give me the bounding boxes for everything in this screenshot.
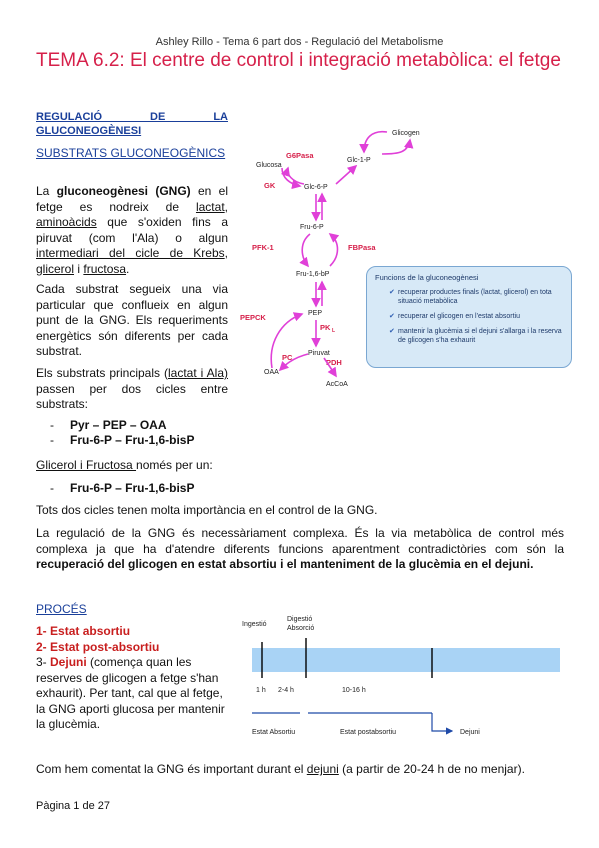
metabolite-oaa: OAA [264, 369, 279, 376]
states-list [36, 624, 226, 733]
metabolite-glc6p: Glc-6-P [304, 184, 328, 191]
metabolite-fru6p: Fru-6-P [300, 224, 324, 231]
paragraph-pathways: Cada substrat segueix una via particular que conflueix en algun punt de la GNG. Els requeriments energètics són diferents per cada substrat. [36, 282, 228, 358]
function-item: ✔ mantenir la glucèmia si el dejuni s'allarga i la reserva de glicogen s'ha exhaurit [389, 328, 562, 344]
list-item: - Fru-6-P – Fru-1,6-bisP [50, 433, 195, 447]
process-title: PROCÉS [36, 602, 87, 616]
cycle-list [36, 418, 236, 448]
metabolite-pep: PEP [308, 310, 323, 317]
time-2-4h: 2-4 h [278, 687, 294, 694]
state-absorptive: 1- Estat absortiu [36, 624, 131, 638]
enzyme-pc: PC [282, 353, 293, 362]
arrow-glycogen-glc1p [364, 132, 387, 152]
check-icon: ✔ [389, 289, 395, 296]
timeline-bar [252, 648, 560, 672]
enzyme-fbpasa: FBPasa [348, 243, 376, 252]
enzyme-pdh: PDH [326, 358, 342, 367]
enzyme-pepck: PEPCK [240, 313, 266, 322]
paragraph-complexity: La regulació de la GNG és necessàriament complexa. És la via metabòlica de control més complexa ja que ha d'atendre diferents funcions aparentment contradictòries com són la recuperació del glicogen en estat absortiu i el manteniment de la glucèmia en el dejuni. [36, 526, 564, 571]
function-item: ✔ recuperar el glicogen en l'estat absortiu [389, 313, 520, 320]
subsection-title: SUBSTRATS GLUCONEOGÈNICS [36, 146, 226, 160]
functions-box [366, 266, 572, 368]
arrow-fbpasa [330, 234, 338, 266]
function-item: ✔ recuperar productes finals (lactat, glicerol) en tota situació metabòlica [389, 289, 552, 305]
state-label-dejuni: Dejuni [460, 729, 480, 736]
paragraph-importance: Tots dos cicles tenen molta importància en el control de la GNG. [36, 503, 378, 517]
metabolite-accoa: AcCoA [326, 381, 348, 388]
metabolite-glc1p: Glc-1-P [347, 157, 371, 164]
state-fasting: 3- Dejuni (comença quan les reserves de glicogen a fetge s'han exhaurit). Per tant, cal que al fetge, la GNG aporti glucosa per mantenir la glucèmia. [36, 655, 225, 731]
metabolite-glicogen: Glicogen [392, 130, 420, 137]
arrow-pfk1 [302, 234, 310, 266]
paragraph-substrates: La gluconeogènesi (GNG) en el fetge es nodreix de lactat, aminoàcids que s'oxiden fins a piruvat (com l'Ala) o algun intermediari del cicle de Krebs, glicerol i fructosa. [36, 184, 228, 276]
state-label-absortiu: Estat Absortiu [252, 729, 296, 736]
page-header: Ashley Rillo - Tema 6 part dos - Regulació del Metabolisme [155, 36, 444, 48]
arrow-glc1p-glycogen [382, 140, 410, 154]
section-title: REGULACIÓ DE LA GLUCONEOGÈNESI [36, 111, 228, 137]
label-absorcio: Absorció [287, 625, 315, 632]
cycle-single [36, 481, 256, 496]
time-1h: 1 h [256, 687, 266, 694]
list-item: - Pyr – PEP – OAA [50, 418, 167, 432]
list-item: - Fru-6-P – Fru-1,6-bisP [50, 481, 195, 495]
enzyme-pk-subscript: L [332, 328, 336, 334]
state-label-postabsortiu: Estat postabsortiu [340, 729, 397, 736]
check-icon: ✔ [389, 313, 395, 320]
paragraph-glycerol: Glicerol i Fructosa només per un: [36, 458, 213, 472]
label-digestio: Digestió [287, 616, 313, 623]
time-10-16h: 10-16 h [342, 687, 366, 694]
timeline-arrow [432, 713, 452, 731]
metabolite-piruvat: Piruvat [308, 350, 330, 357]
label-ingestio: Ingestió [242, 621, 267, 628]
functions-title: Funcions de la gluconeogènesi [375, 273, 479, 282]
enzyme-g6pasa: G6Pasa [286, 151, 314, 160]
state-post-absorptive: 2- Estat post-absortiu [36, 639, 160, 654]
page-footer: Pàgina 1 de 27 [36, 800, 111, 812]
metabolite-fru16bp: Fru-1,6-bP [296, 271, 330, 278]
timeline-diagram [238, 610, 568, 740]
enzyme-pk: PK [320, 323, 331, 332]
enzyme-gk: GK [264, 181, 276, 190]
arrow-glc6p-glc1p [336, 166, 356, 184]
metabolite-glucosa: Glucosa [256, 162, 282, 169]
paragraph-main-substrates: Els substrats principals (lactat i Ala) passen per dos cicles entre substrats: [36, 366, 228, 411]
paragraph-fasting: Com hem comentat la GNG és important durant el dejuni (a partir de 20-24 h de no menjar). [36, 762, 525, 776]
check-icon: ✔ [389, 328, 395, 335]
enzyme-pfk1: PFK-1 [252, 243, 274, 252]
page-title: TEMA 6.2: El centre de control i integració metabòlica: el fetge [36, 50, 561, 71]
